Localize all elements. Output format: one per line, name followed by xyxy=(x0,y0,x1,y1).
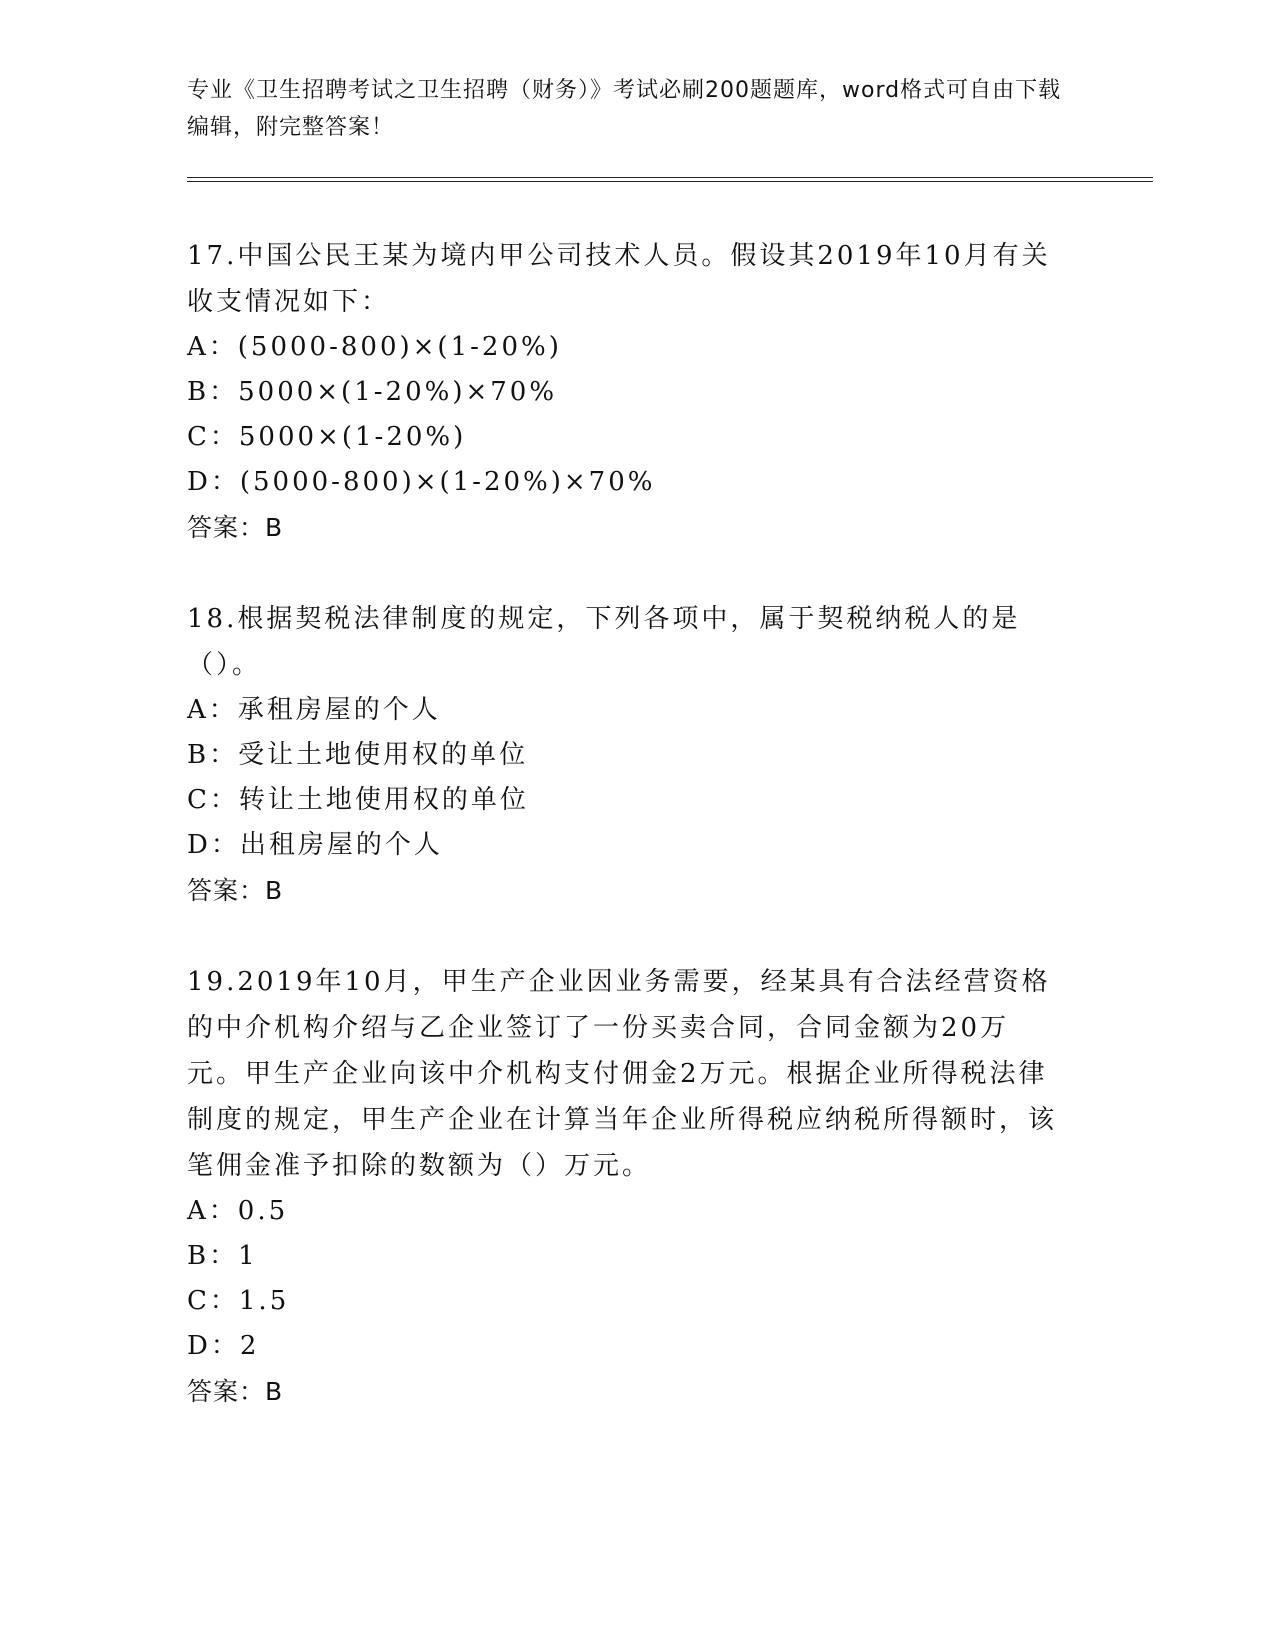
document-header: 专业《卫生招聘考试之卫生招聘（财务）》考试必刷200题题库，word格式可自由下载编辑，附完整答案！ xyxy=(187,78,1062,140)
answer-line: 答案：B xyxy=(187,513,284,542)
answer-line: 答案：B xyxy=(187,1377,284,1406)
option-c: C：转让土地使用权的单位 xyxy=(187,785,529,815)
answer-line: 答案：B xyxy=(187,876,284,905)
option-d: D：2 xyxy=(187,1331,260,1361)
option-b: B：5000×(1-20%)×70% xyxy=(187,377,558,407)
option-d: D：(5000-800)×(1-20%)×70% xyxy=(187,467,656,497)
option-b: B：1 xyxy=(187,1241,258,1271)
question-stem: 17.中国公民王某为境内甲公司技术人员。假设其2019年10月有关收支情况如下： xyxy=(187,241,1051,317)
option-a: A：0.5 xyxy=(187,1196,289,1226)
question-stem: 18.根据契税法律制度的规定，下列各项中，属于契税纳税人的是（）。 xyxy=(187,604,1021,680)
option-d: D：出租房屋的个人 xyxy=(187,830,443,860)
question-18 xyxy=(187,596,1067,914)
option-c: C：1.5 xyxy=(187,1286,290,1316)
option-c: C：5000×(1-20%) xyxy=(187,422,467,452)
option-list xyxy=(187,1189,1067,1369)
question-stem: 19.2019年10月，甲生产企业因业务需要，经某具有合法经营资格的中介机构介绍与乙企业签订了一份买卖合同，合同金额为20万元。甲生产企业向该中介机构支付佣金2万元。根据企业所得税法律制度的规定，甲生产企业在计算当年企业所得税应纳税所得额时，该笔佣金准予扣除的数额为（）万元。 xyxy=(187,967,1058,1181)
option-list xyxy=(187,325,1067,505)
option-list xyxy=(187,688,1067,868)
header-divider xyxy=(187,177,1153,182)
question-17 xyxy=(187,233,1067,551)
option-b: B：受让土地使用权的单位 xyxy=(187,740,529,770)
option-a: A：承租房屋的个人 xyxy=(187,695,441,725)
option-a: A：(5000-800)×(1-20%) xyxy=(187,332,562,362)
question-19 xyxy=(187,959,1067,1415)
